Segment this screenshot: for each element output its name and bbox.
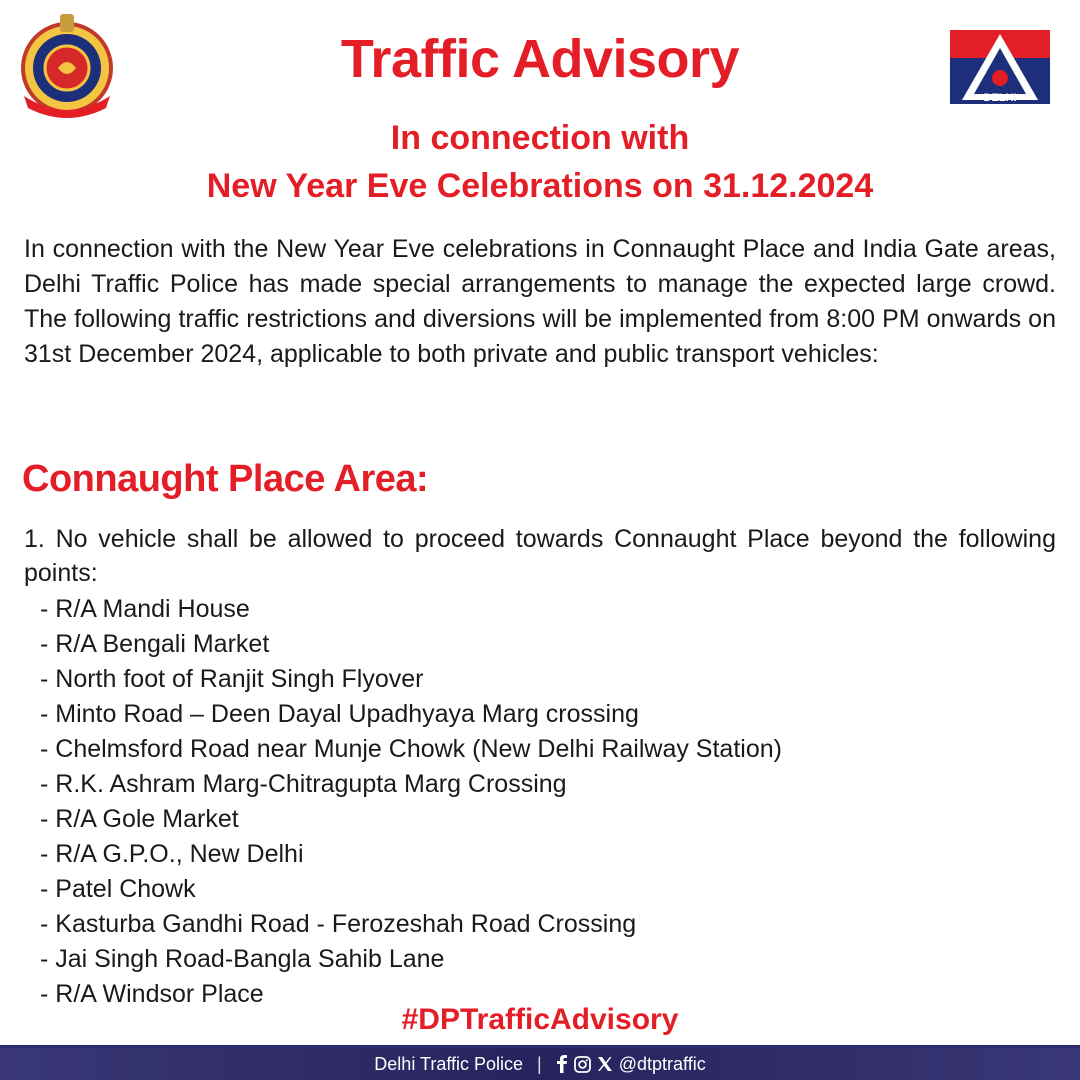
footer-handle[interactable]: @dtptraffic: [618, 1053, 706, 1074]
instagram-icon[interactable]: [574, 1056, 591, 1073]
list-item: - R/A Windsor Place: [40, 980, 264, 1008]
list-item: - Kasturba Gandhi Road - Ferozeshah Road Crossing: [40, 910, 637, 938]
list-item: - North foot of Ranjit Singh Flyover: [40, 665, 424, 693]
rule-1-text: 1. No vehicle shall be allowed to proceed towards Connaught Place beyond the following points:: [24, 525, 1056, 587]
list-item: - R/A Bengali Market: [40, 630, 270, 658]
footer-bar: [0, 1048, 1080, 1080]
list-item: - R/A Gole Market: [40, 805, 239, 833]
hashtag[interactable]: #DPTrafficAdvisory: [401, 1003, 679, 1036]
social-icons: [556, 1055, 613, 1073]
list-item: - R.K. Ashram Marg-Chitragupta Marg Crossing: [40, 770, 567, 798]
page-title: Traffic Advisory: [340, 29, 740, 89]
list-item: - R/A Mandi House: [40, 595, 250, 623]
list-item: - R/A G.P.O., New Delhi: [40, 840, 304, 868]
subtitle-line-2: New Year Eve Celebrations on 31.12.2024: [206, 167, 874, 205]
list-item: - Jai Singh Road-Bangla Sahib Lane: [40, 945, 445, 973]
section-heading: Connaught Place Area:: [22, 458, 429, 500]
subtitle-line-1: In connection with: [390, 119, 690, 157]
facebook-icon[interactable]: [556, 1055, 568, 1073]
restriction-points-list: [40, 592, 782, 1012]
footer-org-name: Delhi Traffic Police: [374, 1053, 524, 1074]
logo-city-label: DELHI: [983, 92, 1017, 104]
traffic-police-logo: [950, 30, 1050, 104]
list-item: - Chelmsford Road near Munje Chowk (New Delhi Railway Station): [40, 735, 782, 763]
list-item: - Patel Chowk: [40, 875, 196, 903]
footer-separator: |: [537, 1053, 542, 1074]
intro-paragraph: In connection with the New Year Eve celebrations in Connaught Place and India Gate areas, Delhi Traffic Police has made special arrangements to manage the expected large crowd. The following traffic restrictions and diversions will be implemented from 8:00 PM onwards on 31st December 2024, applicable to both private and public transport vehicles:: [24, 235, 1056, 368]
x-icon[interactable]: [597, 1056, 613, 1072]
list-item: - Minto Road – Deen Dayal Upadhyaya Marg crossing: [40, 700, 639, 728]
